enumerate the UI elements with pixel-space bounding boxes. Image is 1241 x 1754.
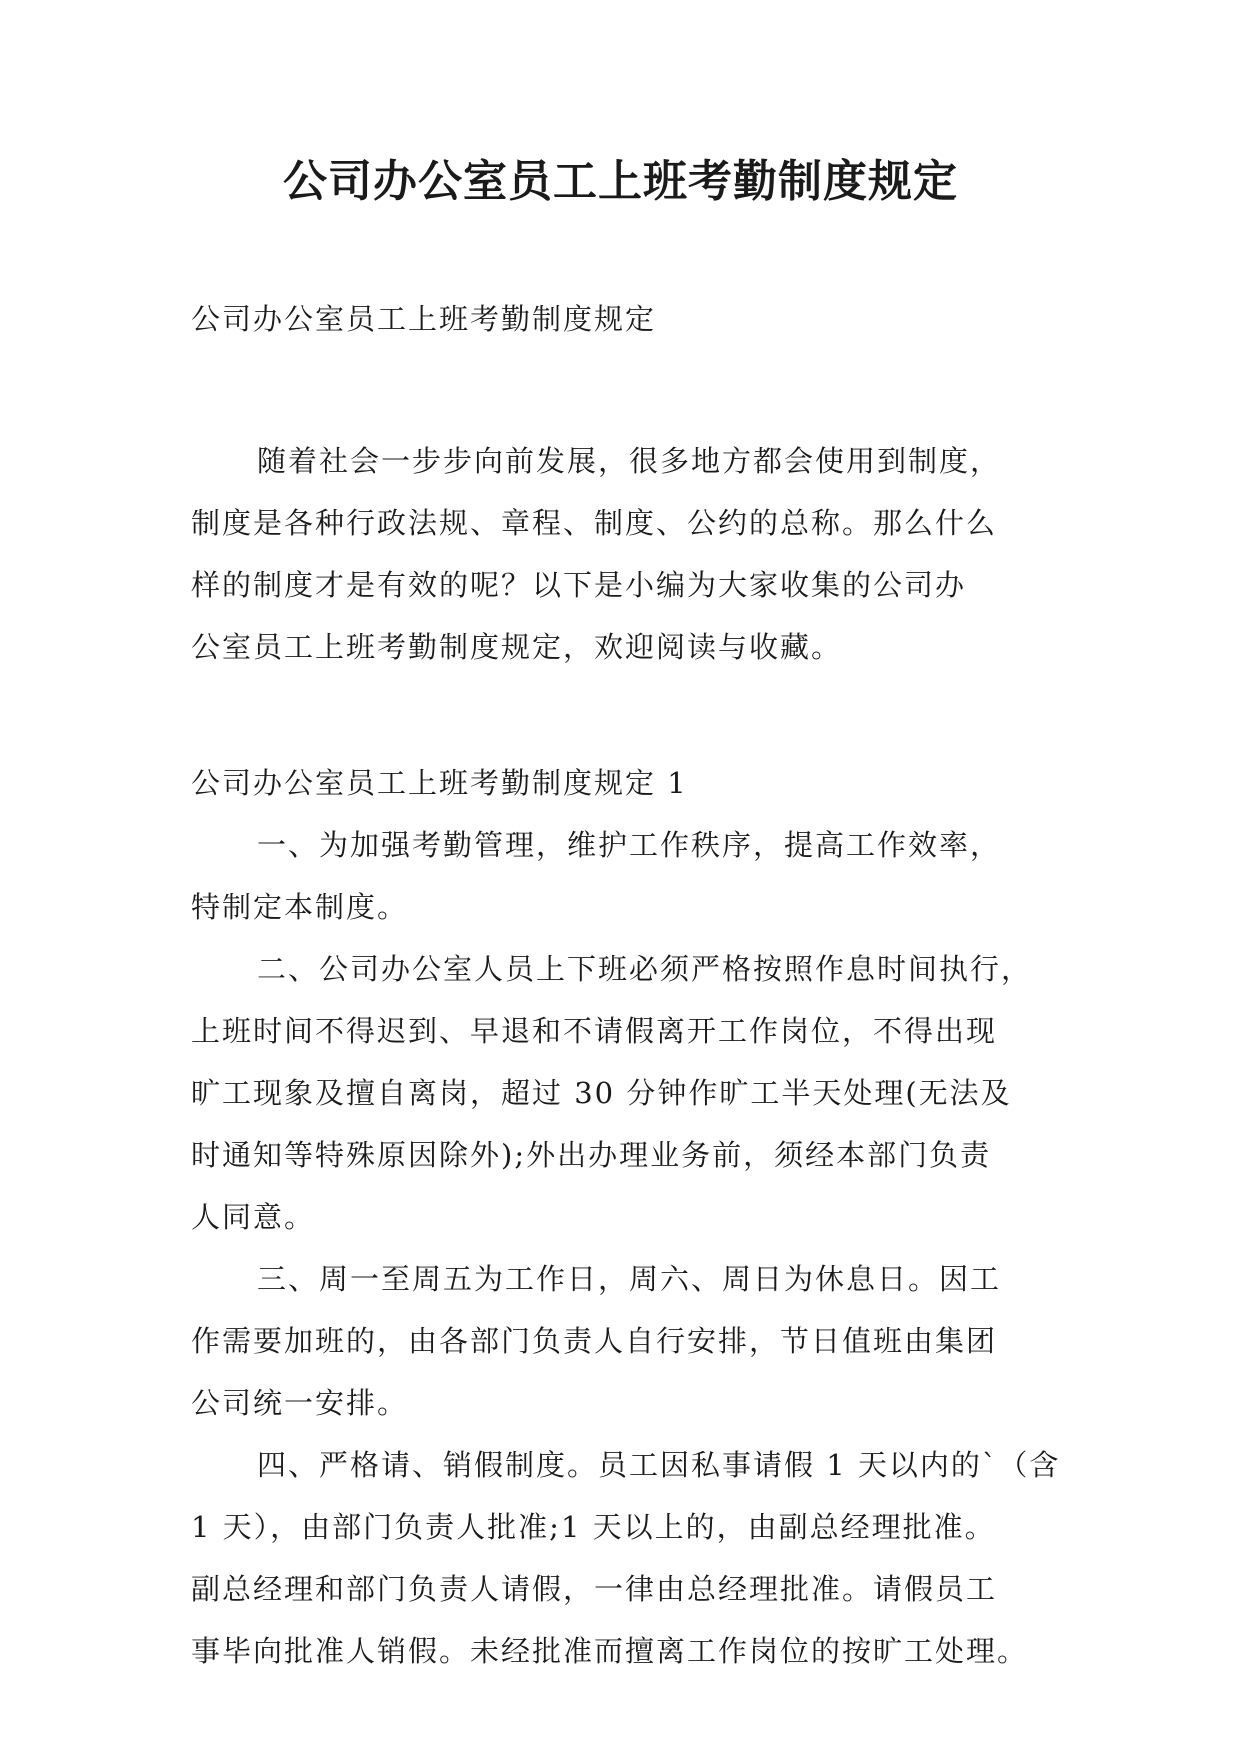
- paragraph-line: 旷工现象及擅自离岗，超过 30 分钟作旷工半天处理(无法及: [191, 1076, 1012, 1110]
- spacer: [191, 678, 1071, 752]
- paragraph-line: 人同意。: [191, 1200, 316, 1234]
- paragraph-line: 1 天），由部门负责人批准;1 天以上的，由副总经理批准。: [191, 1510, 996, 1544]
- intro-line: 随着社会一步步向前发展，很多地方都会使用到制度，: [257, 444, 1002, 478]
- paragraph-3: [191, 1248, 1071, 1434]
- document-title: 公司办公室员工上班考勤制度规定: [283, 156, 958, 207]
- paragraph-line: 特制定本制度。: [191, 890, 409, 924]
- paragraph-line: 时通知等特殊原因除外);外出办理业务前，须经本部门负责: [191, 1138, 992, 1172]
- paragraph-line: 公司统一安排。: [191, 1386, 409, 1420]
- paragraph-4: [191, 1434, 1071, 1682]
- paragraph-line: 三、周一至周五为工作日，周六、周日为休息日。因工: [257, 1262, 1002, 1296]
- subtitle: 公司办公室员工上班考勤制度规定: [191, 302, 657, 336]
- intro-line: 制度是各种行政法规、章程、制度、公约的总称。那么什么: [191, 506, 998, 540]
- intro-paragraph: [191, 430, 1071, 678]
- paragraph-1: [191, 814, 1071, 938]
- intro-line: 公室员工上班考勤制度规定，欢迎阅读与收藏。: [191, 630, 843, 664]
- intro-line: 样的制度才是有效的呢？以下是小编为大家收集的公司办: [191, 568, 967, 602]
- paragraph-line: 上班时间不得迟到、早退和不请假离开工作岗位，不得出现: [191, 1014, 998, 1048]
- paragraph-line: 一、为加强考勤管理，维护工作秩序，提高工作效率，: [257, 828, 1002, 862]
- section-heading: 公司办公室员工上班考勤制度规定 1: [191, 766, 688, 800]
- paragraph-line: 副总经理和部门负责人请假，一律由总经理批准。请假员工: [191, 1572, 998, 1606]
- paragraph-line: 作需要加班的，由各部门负责人自行安排，节日值班由集团: [191, 1324, 998, 1358]
- paragraph-line: 四、严格请、销假制度。员工因私事请假 1 天以内的`（含: [257, 1448, 1061, 1482]
- paragraph-line: 二、公司办公室人员上下班必须严格按照作息时间执行，: [257, 952, 1033, 986]
- paragraph-line: 事毕向批准人销假。未经批准而擅离工作岗位的按旷工处理。: [191, 1634, 1029, 1668]
- paragraph-2: [191, 938, 1071, 1248]
- document-body: [191, 288, 1071, 1682]
- spacer: [191, 350, 1071, 430]
